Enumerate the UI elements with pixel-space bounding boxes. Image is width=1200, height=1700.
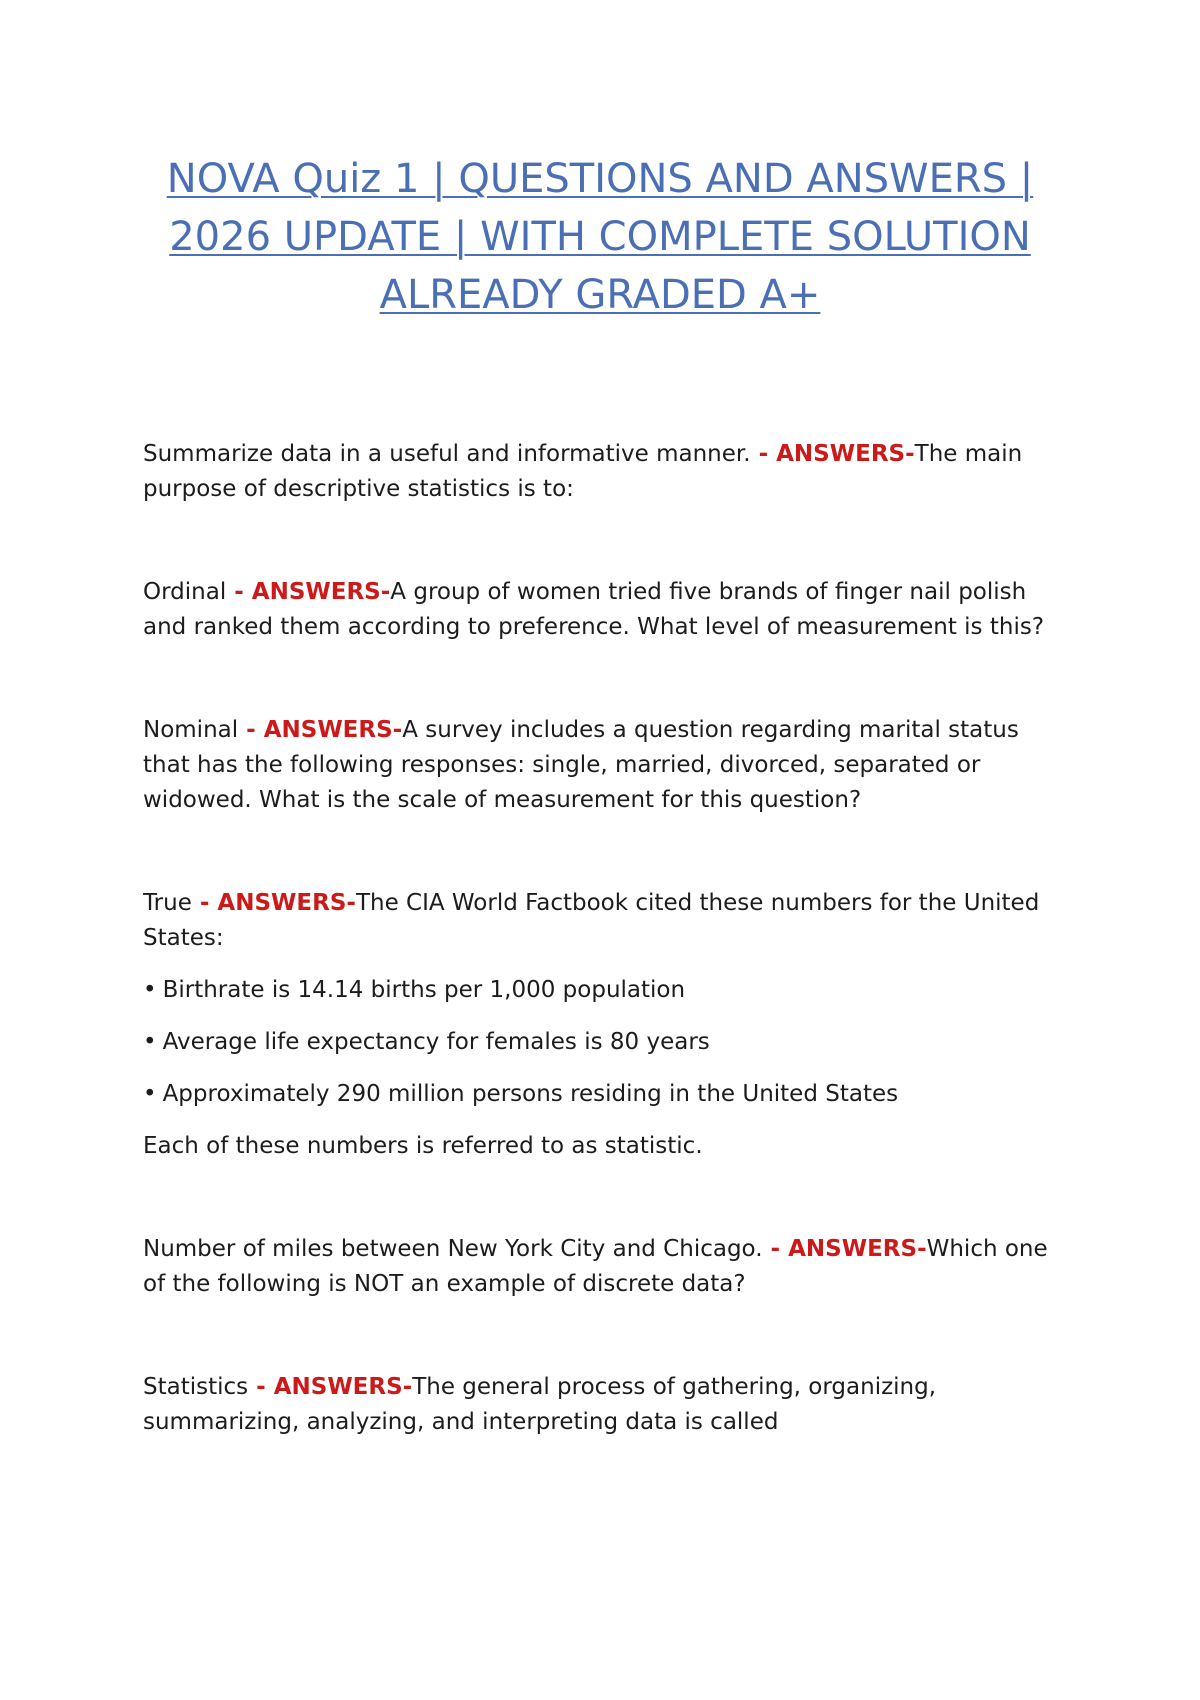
answers-separator: - ANSWERS-	[191, 890, 356, 916]
question-text: The main purpose of descriptive statistics is to:	[143, 441, 1023, 502]
answer-text: Nominal	[143, 717, 239, 743]
document-title: NOVA Quiz 1 | QUESTIONS AND ANSWERS | 2026 UPDATE | WITH COMPLETE SOLUTION ALREADY GRADED A+	[166, 156, 1034, 318]
question-text: A group of women tried five brands of finger nail polish and ranked them according to preference. What level of measurement is this?	[143, 579, 1045, 640]
answers-separator: - ANSWERS-	[248, 1374, 413, 1400]
question-text: The general process of gathering, organizing, summarizing, analyzing, and interpreting data is called	[143, 1374, 937, 1435]
qa-item-2	[143, 575, 1068, 645]
answer-text: Number of miles between New York City and Chicago.	[143, 1236, 763, 1262]
qa-item-4	[143, 886, 1068, 1164]
answer-text: True	[143, 890, 192, 916]
bullet-text: Approximately 290 million persons residing in the United States	[162, 1081, 899, 1107]
bullet-item	[143, 1077, 1068, 1112]
bullet-icon: •	[143, 1029, 157, 1055]
bullet-item	[143, 1025, 1068, 1060]
answer-text: Summarize data in a useful and informative manner.	[143, 441, 751, 467]
bullet-item	[143, 973, 1068, 1008]
answers-separator: - ANSWERS-	[762, 1236, 927, 1262]
bullet-icon: •	[143, 1081, 157, 1107]
qa-item-1	[143, 437, 1068, 507]
qa-item-3	[143, 713, 1068, 818]
answer-text: Statistics	[143, 1374, 249, 1400]
question-text: The CIA World Factbook cited these numbers for the United States:	[143, 890, 1040, 951]
answers-separator: - ANSWERS-	[226, 579, 391, 605]
statistics-bullet-list	[143, 973, 1068, 1112]
answers-separator: - ANSWERS-	[238, 717, 403, 743]
bullet-icon: •	[143, 977, 157, 1003]
bullet-text: Birthrate is 14.14 births per 1,000 population	[162, 977, 686, 1003]
answer-text: Ordinal	[143, 579, 227, 605]
answers-separator: - ANSWERS-	[750, 441, 915, 467]
qa-item-4-lead	[143, 886, 1068, 956]
qa-item-6	[143, 1370, 1068, 1440]
question-text: A survey includes a question regarding marital status that has the following responses: single, married, divorced, separated or widowed. What is the scale of measurement for this question?	[143, 717, 1019, 813]
bullet-text: Average life expectancy for females is 80 years	[162, 1029, 710, 1055]
qa-item-4-note: Each of these numbers is referred to as statistic.	[143, 1133, 703, 1159]
qa-list	[143, 437, 1068, 1440]
question-text: Which one of the following is NOT an example of discrete data?	[143, 1236, 1048, 1297]
qa-item-5	[143, 1232, 1068, 1302]
